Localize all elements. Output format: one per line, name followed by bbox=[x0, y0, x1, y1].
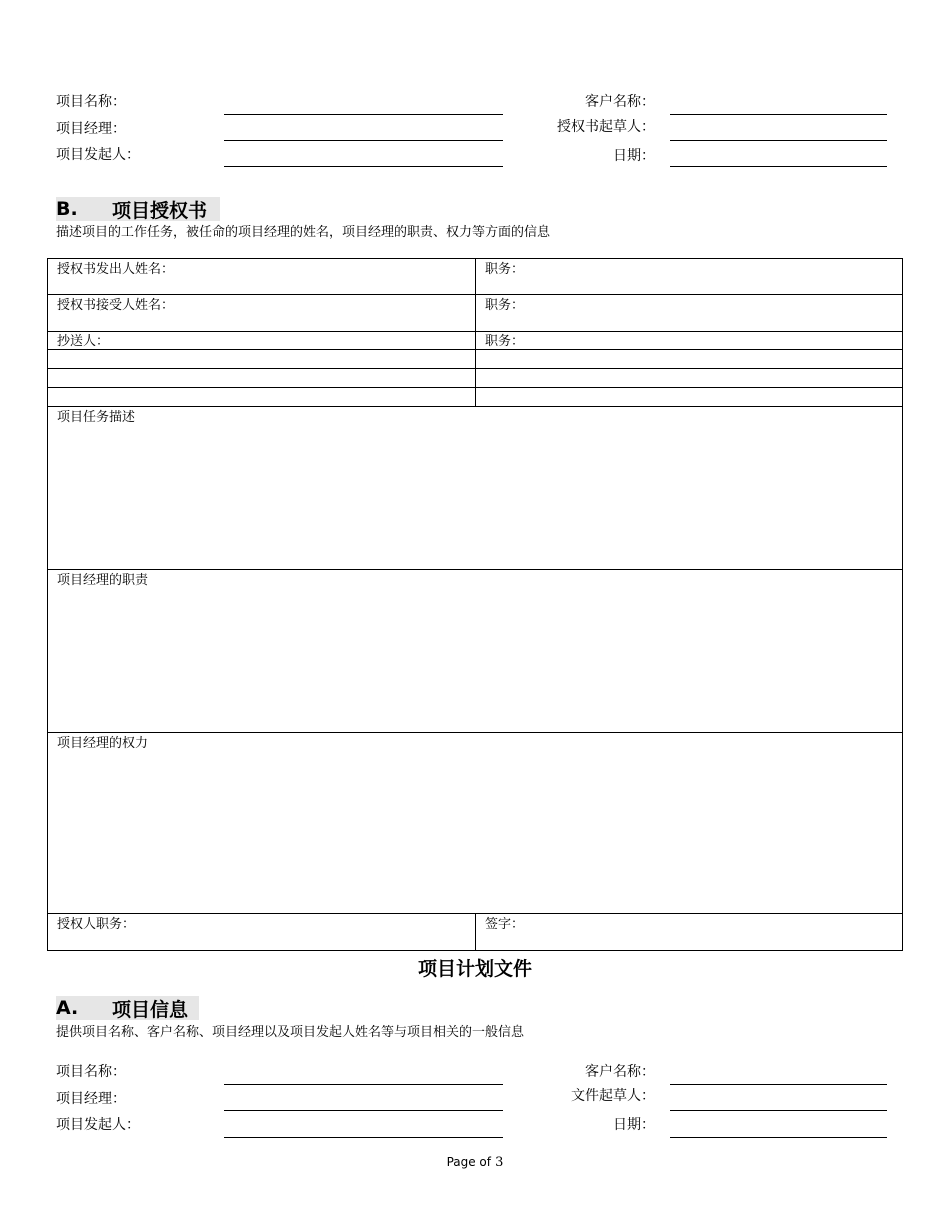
date-label: 日期： bbox=[613, 148, 655, 164]
cc-label: 抄送人： bbox=[57, 334, 110, 349]
row-divider bbox=[47, 406, 903, 407]
issuer-name-label: 授权书发出人姓名： bbox=[57, 262, 175, 277]
issuer-position-label: 职务： bbox=[485, 262, 525, 277]
section-b-heading bbox=[56, 197, 220, 221]
receiver-position-label: 职务： bbox=[485, 298, 525, 313]
project-sponsor-label: 项目发起人： bbox=[56, 147, 140, 163]
section-b-description: 描述项目的工作任务，被任命的项目经理的姓名，项目经理的职责、权力等方面的信息 bbox=[56, 225, 551, 240]
project-manager-field[interactable] bbox=[224, 1110, 503, 1111]
column-divider bbox=[475, 913, 476, 951]
page-footer bbox=[0, 1155, 950, 1170]
charter-drafter-field[interactable] bbox=[670, 140, 887, 141]
project-name-label: 项目名称： bbox=[56, 1064, 126, 1080]
row-divider bbox=[47, 569, 903, 570]
client-name-label: 客户名称： bbox=[585, 1064, 655, 1080]
project-manager-label: 项目经理： bbox=[56, 121, 126, 137]
project-manager-label: 项目经理： bbox=[56, 1091, 126, 1107]
section-a-title: 项目信息 bbox=[112, 998, 189, 1021]
task-description-label: 项目任务描述 bbox=[57, 410, 136, 425]
charter-drafter-label: 授权书起草人： bbox=[557, 119, 655, 135]
cc-position-label: 职务： bbox=[485, 334, 525, 349]
date-field[interactable] bbox=[670, 1137, 887, 1138]
date-field[interactable] bbox=[670, 166, 887, 167]
project-name-field[interactable] bbox=[224, 114, 503, 115]
total-pages: 3 bbox=[495, 1155, 504, 1170]
pm-duties-label: 项目经理的职责 bbox=[57, 573, 149, 588]
document-drafter-label: 文件起草人： bbox=[571, 1088, 655, 1104]
section-b-title: 项目授权书 bbox=[112, 199, 208, 222]
document-title: 项目计划文件 bbox=[417, 958, 532, 980]
client-name-field[interactable] bbox=[670, 1084, 887, 1085]
signature-label: 签字： bbox=[485, 917, 525, 932]
column-divider bbox=[475, 258, 476, 406]
date-label: 日期： bbox=[613, 1117, 655, 1133]
section-a-letter: A. bbox=[56, 997, 79, 1019]
document-drafter-field[interactable] bbox=[670, 1110, 887, 1111]
project-sponsor-field[interactable] bbox=[224, 1137, 503, 1138]
project-manager-field[interactable] bbox=[224, 140, 503, 141]
pm-authority-label: 项目经理的权力 bbox=[57, 736, 149, 751]
client-name-label: 客户名称： bbox=[585, 94, 655, 110]
project-name-field[interactable] bbox=[224, 1084, 503, 1085]
client-name-field[interactable] bbox=[670, 114, 887, 115]
section-a-heading bbox=[56, 996, 199, 1020]
project-name-label: 项目名称： bbox=[56, 94, 126, 110]
section-a-description: 提供项目名称、客户名称、项目经理以及项目发起人姓名等与项目相关的一般信息 bbox=[56, 1025, 525, 1040]
authorizer-position-label: 授权人职务： bbox=[57, 917, 136, 932]
receiver-name-label: 授权书接受人姓名： bbox=[57, 298, 175, 313]
row-divider bbox=[47, 732, 903, 733]
project-sponsor-label: 项目发起人： bbox=[56, 1117, 140, 1133]
page-label: Page of bbox=[446, 1155, 491, 1169]
section-b-letter: B. bbox=[56, 198, 78, 220]
project-sponsor-field[interactable] bbox=[224, 166, 503, 167]
